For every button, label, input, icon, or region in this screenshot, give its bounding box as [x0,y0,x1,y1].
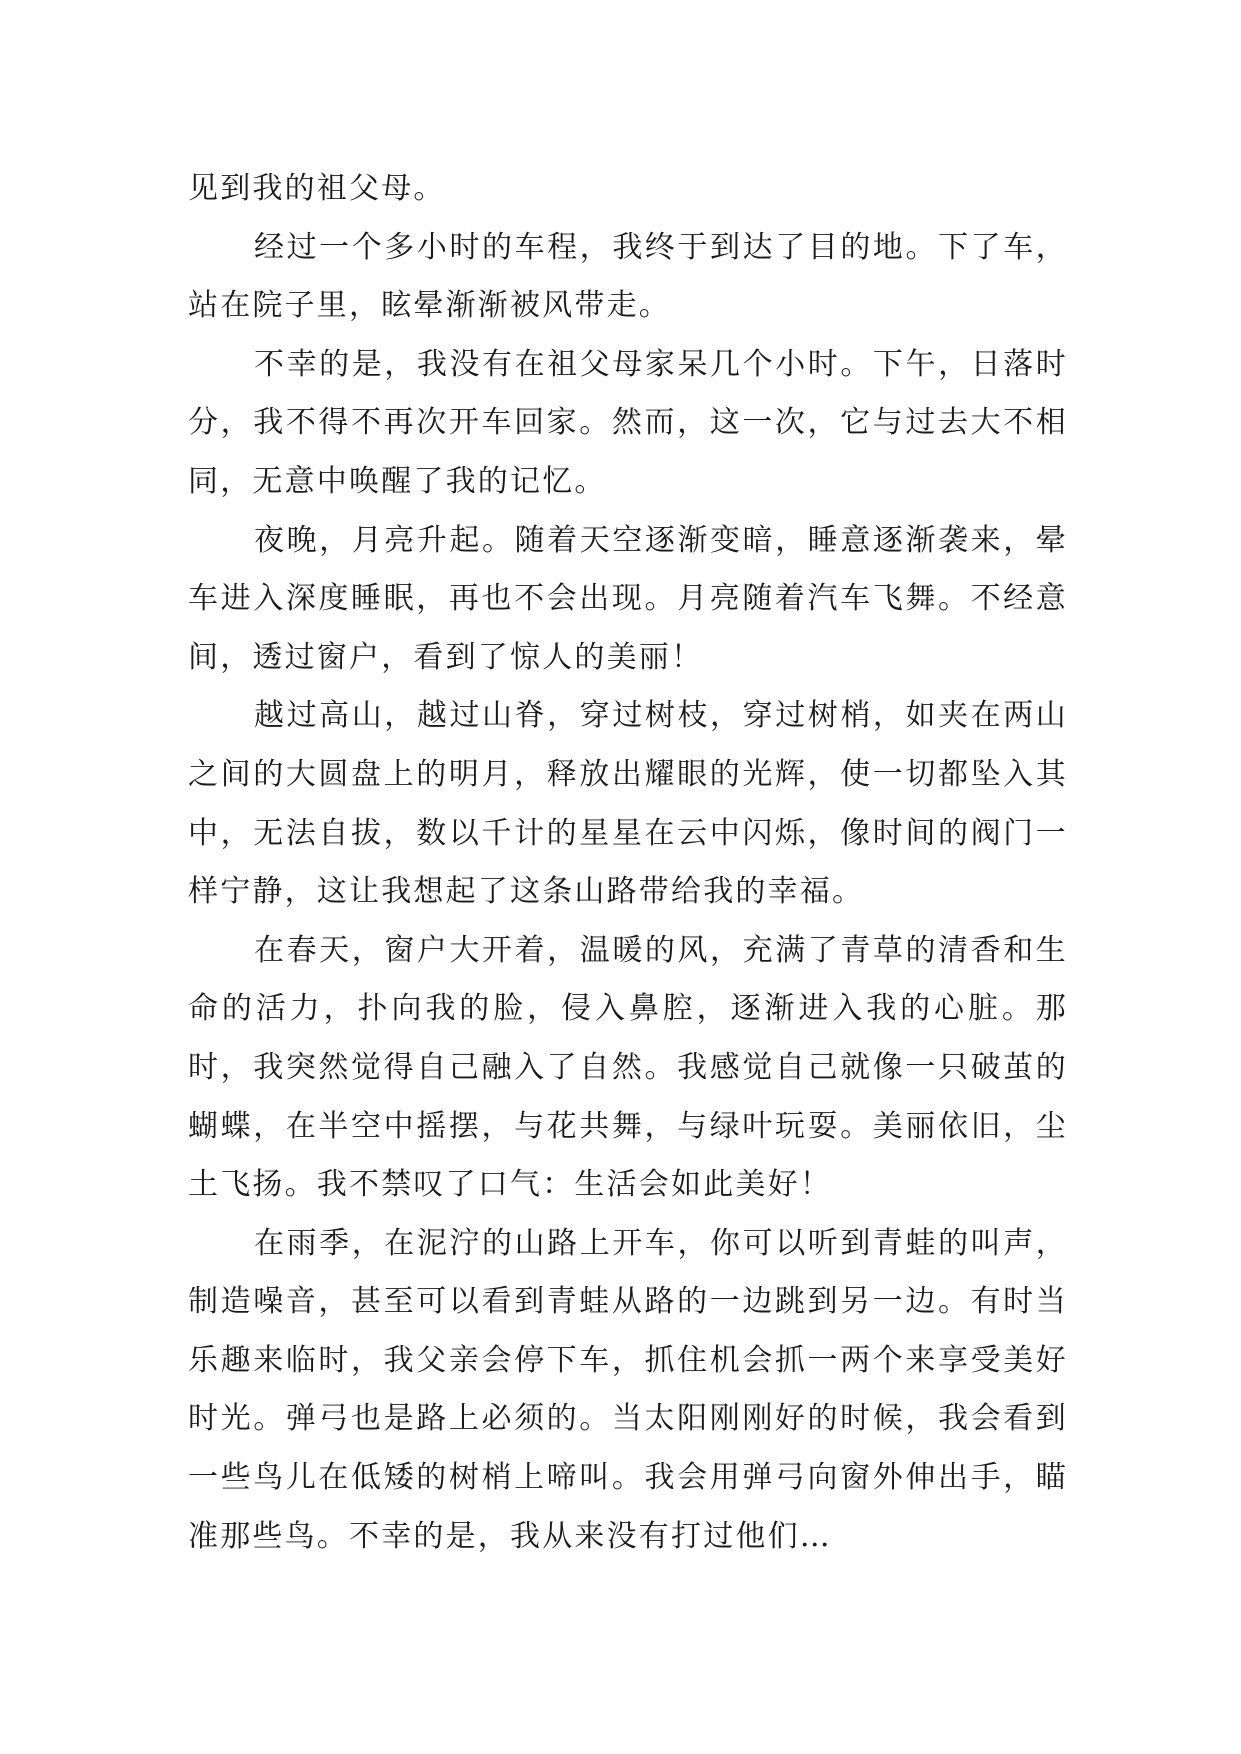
paragraph-7: 在雨季，在泥泞的山路上开车，你可以听到青蛙的叫声，制造噪音，甚至可以看到青蛙从路的一边跳到另一边。有时当乐趣来临时，我父亲会停下车，抓住机会抓一两个来享受美好时光。弹弓也是路上必须的。当太阳刚刚好的时候，我会看到一些鸟儿在低矮的树梢上啼叫。我会用弹弓向窗外伸出手，瞄准那些鸟。不幸的是，我从来没有打过他们… [188,1225,1068,1554]
paragraph-5: 越过高山，越过山脊，穿过树枝，穿过树梢，如夹在两山之间的大圆盘上的明月，释放出耀眼的光辉，使一切都坠入其中，无法自拔，数以千计的星星在云中闪烁，像时间的阀门一样宁静，这让我想起了这条山路带给我的幸福。 [188,698,1068,910]
document-body [188,160,1068,1566]
paragraph-2: 经过一个多小时的车程，我终于到达了目的地。下了车，站在院子里，眩晕渐渐被风带走。 [188,229,1068,324]
paragraph-4: 夜晚，月亮升起。随着天空逐渐变暗，睡意逐渐袭来，晕车进入深度睡眠，再也不会出现。月亮随着汽车飞舞。不经意间，透过窗户，看到了惊人的美丽！ [188,522,1068,675]
paragraph-1: 见到我的祖父母。 [188,171,446,206]
paragraph-6: 在春天，窗户大开着，温暖的风，充满了青草的清香和生命的活力，扑向我的脸，侵入鼻腔，逐渐进入我的心脏。那时，我突然觉得自己融入了自然。我感觉自己就像一只破茧的蝴蝶，在半空中摇摆，与花共舞，与绿叶玩耍。美丽依旧，尘土飞扬。我不禁叹了口气：生活会如此美好！ [188,932,1068,1203]
paragraph-3: 不幸的是，我没有在祖父母家呆几个小时。下午，日落时分，我不得不再次开车回家。然而，这一次，它与过去大不相同，无意中唤醒了我的记忆。 [188,346,1068,499]
